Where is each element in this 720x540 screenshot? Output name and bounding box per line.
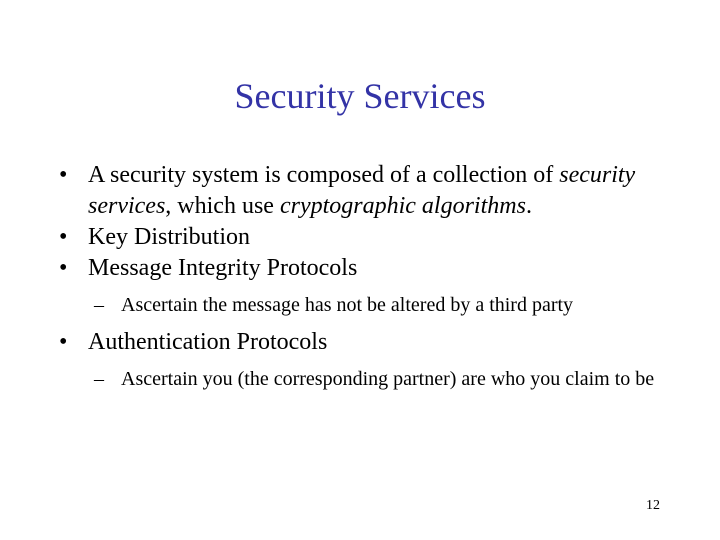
sub-bullet-text: Ascertain you (the corresponding partner) are who you claim to be <box>121 368 655 390</box>
bullet-emphasis: cryptographic algorithms <box>279 193 526 219</box>
bullet-icon: • <box>59 329 68 355</box>
bullet-emphasis: security services <box>88 162 636 219</box>
sub-bullet-text: Ascertain the message has not be altered by a third party <box>121 294 574 316</box>
bullet-text: , which use <box>165 193 280 219</box>
sub-bullet-item <box>58 367 678 391</box>
bullet-item <box>58 253 678 284</box>
slide-body <box>58 160 678 391</box>
dash-icon: – <box>94 368 104 390</box>
bullet-text: . <box>525 193 532 219</box>
bullet-item <box>58 327 678 358</box>
bullet-text: Authentication Protocols <box>88 329 328 355</box>
bullet-text: A security system is composed of a collection of <box>88 162 560 188</box>
page-number: 12 <box>646 498 660 513</box>
bullet-item <box>58 160 678 222</box>
sub-bullet-item <box>58 293 678 317</box>
slide-title: Security Services <box>234 76 486 116</box>
bullet-text: Message Integrity Protocols <box>88 255 358 281</box>
bullet-icon: • <box>59 162 68 188</box>
bullet-text: Key Distribution <box>88 224 250 250</box>
bullet-item <box>58 222 678 253</box>
bullet-icon: • <box>59 255 68 281</box>
dash-icon: – <box>94 294 104 316</box>
bullet-icon: • <box>59 224 68 250</box>
